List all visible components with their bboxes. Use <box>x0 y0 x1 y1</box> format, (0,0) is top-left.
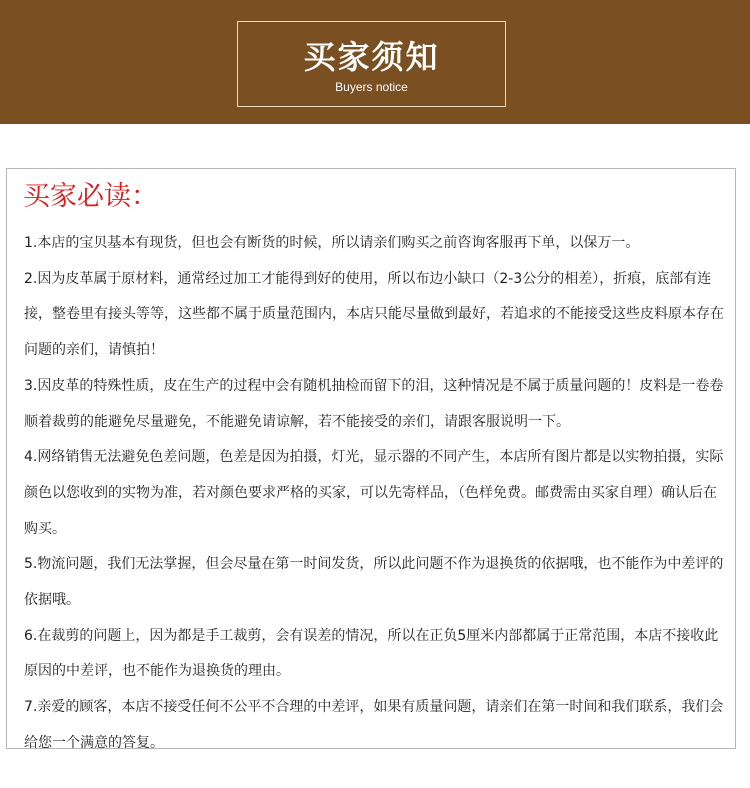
rule-item: 5.物流问题，我们无法掌握，但会尽量在第一时间发货，所以此问题不作为退换货的依据哦，也不能作为中差评的依据哦。 <box>24 556 724 609</box>
notice-panel <box>6 168 736 749</box>
banner-title-frame <box>237 21 506 107</box>
rule-item: 4.网络销售无法避免色差问题，色差是因为拍摄，灯光，显示器的不同产生，本店所有图片都是以实物拍摄，实际颜色以您收到的实物为准，若对颜色要求严格的买家，可以先寄样品，（色样免费。邮费需由买家自理）确认后在购买。 <box>24 449 724 537</box>
notice-heading: 买家必读： <box>23 181 158 212</box>
banner-subtitle: Buyers notice <box>335 80 408 94</box>
rule-item: 7.亲爱的顾客，本店不接受任何不公平不合理的中差评，如果有质量问题，请亲们在第一时间和我们联系，我们会给您一个满意的答复。 <box>24 699 724 751</box>
banner-title: 买家须知 <box>303 38 440 76</box>
rules-list <box>24 226 727 762</box>
rule-item: 2.因为皮革属于原材料，通常经过加工才能得到好的使用，所以布边小缺口（2-3公分的相差），折痕，底部有连接，整卷里有接头等等，这些都不属于质量范围内，本店只能尽量做到最好，若追求的不能接受这些皮料原本存在问题的亲们，请慎拍！ <box>24 270 724 359</box>
header-banner <box>0 0 750 124</box>
rule-item: 1.本店的宝贝基本有现货，但也会有断货的时候，所以请亲们购买之前咨询客服再下单，以保万一。 <box>24 235 640 251</box>
rule-item: 3.因皮革的特殊性质，皮在生产的过程中会有随机抽检而留下的泪，这种情况是不属于质量问题的！皮料是一卷卷顺着裁剪的能避免尽量避免，不能避免请谅解，若不能接受的亲们，请跟客服说明一下。 <box>24 377 724 430</box>
rule-item: 6.在裁剪的问题上，因为都是手工裁剪，会有误差的情况，所以在正负5厘米内部都属于正常范围，本店不接收此原因的中差评，也不能作为退换货的理由。 <box>24 627 719 680</box>
